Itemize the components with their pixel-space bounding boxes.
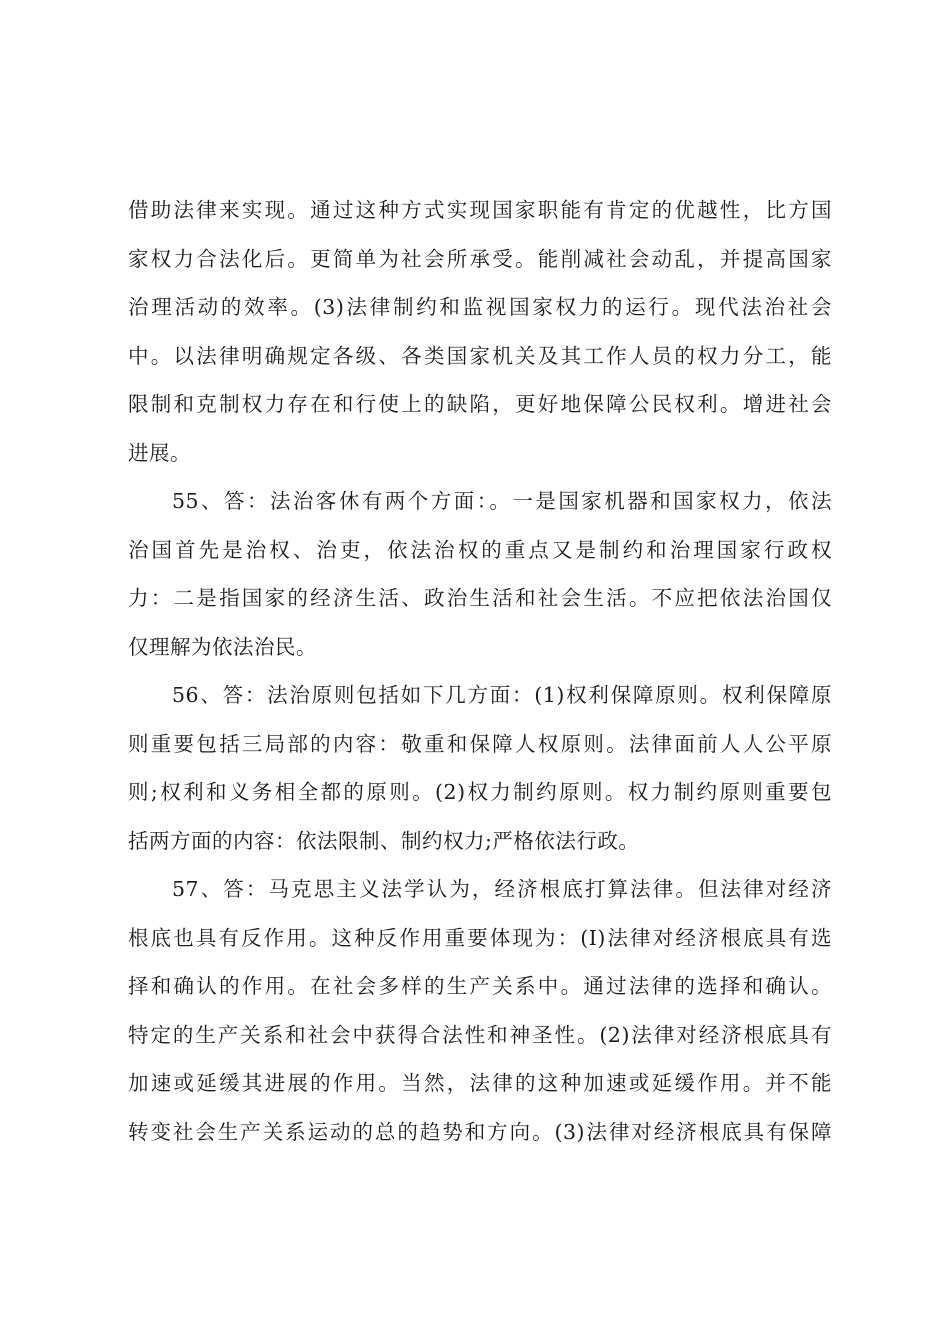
text-line: 加速或延缓其进展的作用。当然，法律的这种加速或延缓作用。并不能 <box>128 1071 832 1095</box>
paragraph-first-line: 56、答：法治原则包括如下几方面：(1)权利保障原则。权利保障原 <box>172 683 832 707</box>
text-line: 治理活动的效率。(3)法律制约和监视国家权力的运行。现代法治社会 <box>128 295 832 319</box>
text-line: 转变社会生产关系运动的总的趋势和方向。(3)法律对经济根底具有保障 <box>128 1119 832 1144</box>
text-line: 力：二是指国家的经济生活、政治生活和社会生活。不应把依法治国仅 <box>128 586 832 610</box>
text-line: 根底也具有反作用。这种反作用重要体现为：(I)法律对经济根底具有选 <box>128 925 832 950</box>
text-line: 治国首先是治权、治吏，依法治权的重点又是制约和治理国家行政权 <box>128 537 832 562</box>
text-line: 中。以法律明确规定各级、各类国家机关及其工作人员的权力分工，能 <box>128 343 832 368</box>
text-line: 则;权利和义务相全都的原则。(2)权力制约原则。权力制约原则重要包 <box>128 780 832 804</box>
text-line: 家权力合法化后。更简单为社会所承受。能削减社会动乱，并提高国家 <box>128 246 832 271</box>
text-line: 特定的生产关系和社会中获得合法性和神圣性。(2)法律对经济根底具有 <box>128 1022 832 1047</box>
text-line: 则重要包括三局部的内容：敬重和保障人权原则。法律面前人人公平原 <box>128 731 832 756</box>
text-line: 进展。 <box>128 440 191 465</box>
text-line: 仅理解为依法治民。 <box>128 634 317 659</box>
paragraph-first-line: 57、答：马克思主义法学认为，经济根底打算法律。但法律对经济 <box>172 877 832 901</box>
paragraph-first-line: 55、答：法治客休有两个方面：。一是国家机器和国家权力，依法 <box>172 489 832 513</box>
text-line: 限制和克制权力存在和行使上的缺陷，更好地保障公民权利。增进社会 <box>128 392 832 416</box>
document-text-body <box>128 186 832 1156</box>
text-line: 括两方面的内容：依法限制、制约权力;严格依法行政。 <box>128 828 640 853</box>
text-line: 借助法律来实现。通过这种方式实现国家职能有肯定的优越性，比方国 <box>128 198 832 222</box>
text-line: 择和确认的作用。在社会多样的生产关系中。通过法律的选择和确认。 <box>128 974 832 998</box>
